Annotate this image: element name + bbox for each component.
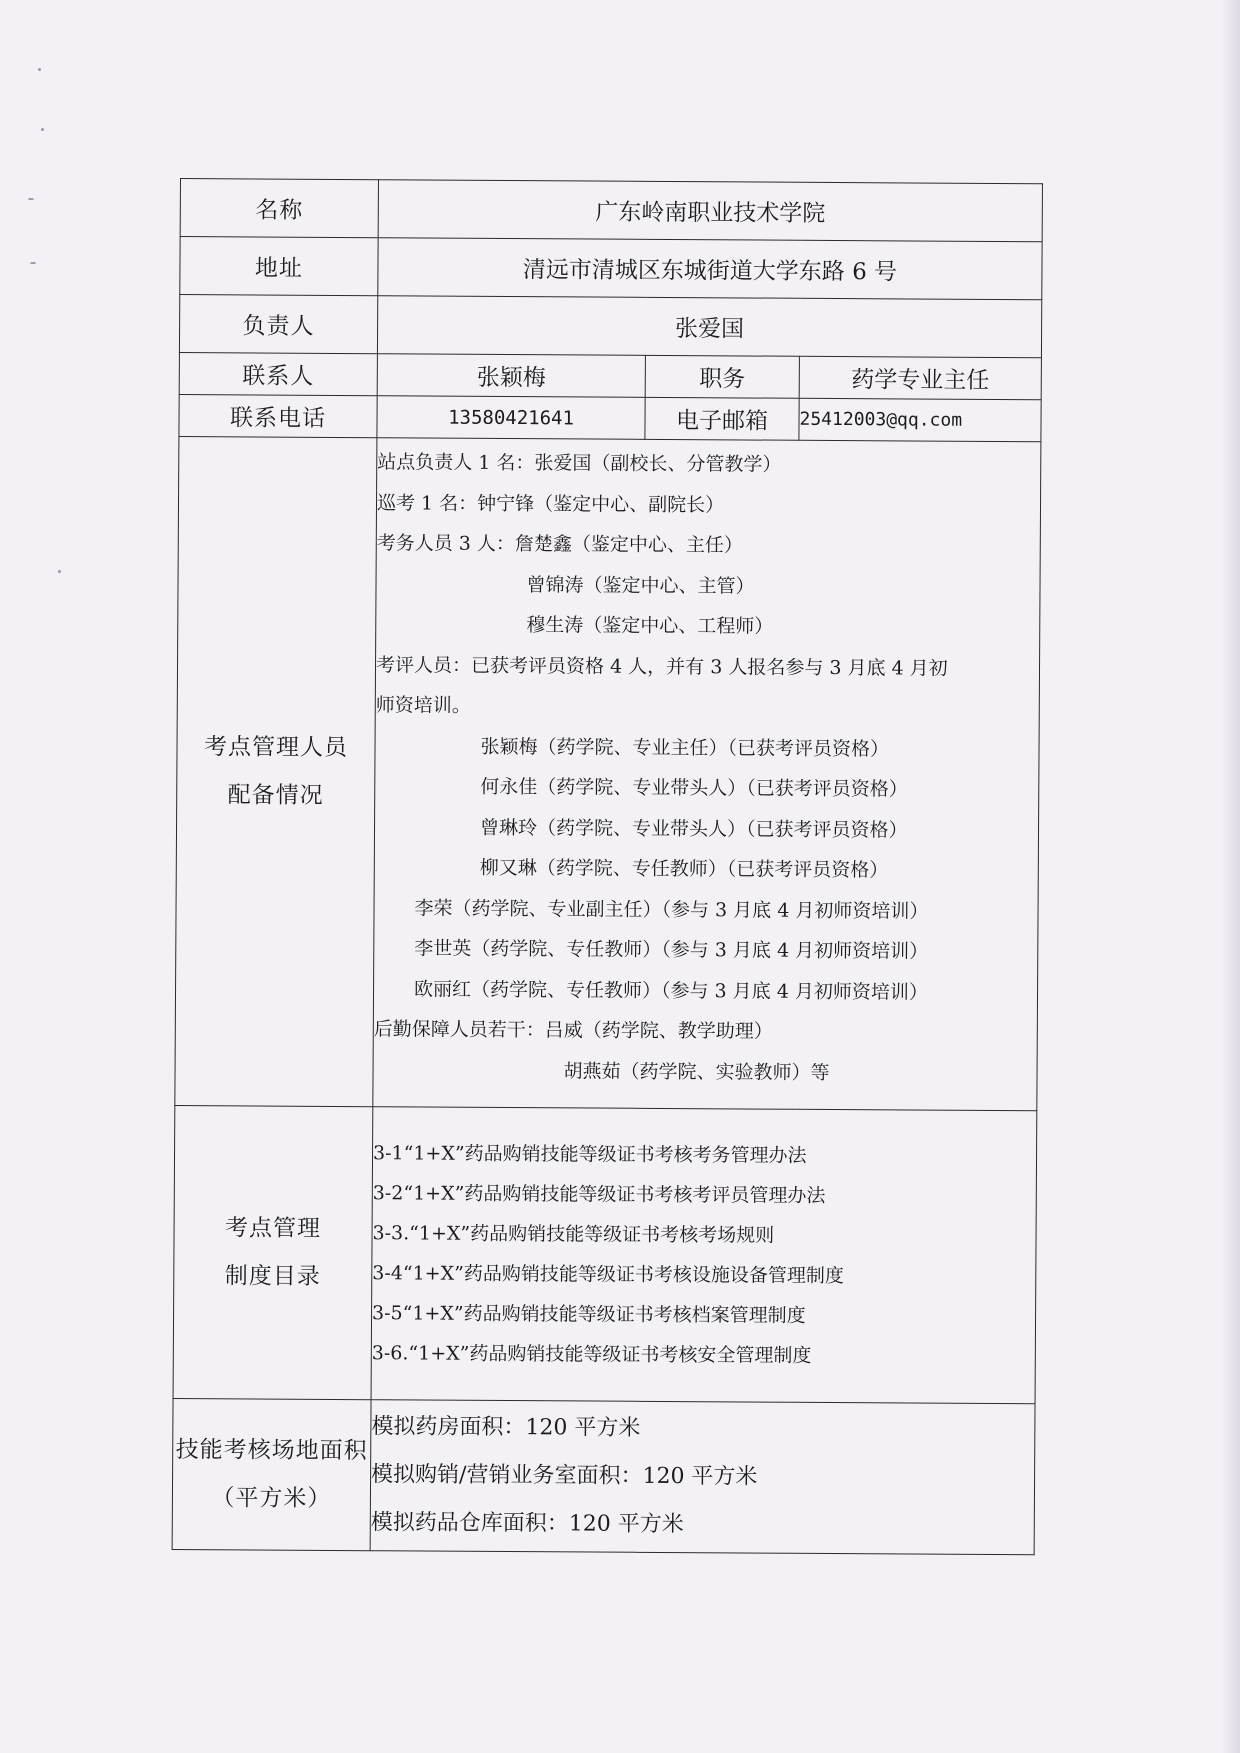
- staff-list: [373, 438, 1041, 1111]
- rules-section-label: [173, 1105, 373, 1399]
- area-label-line-2: （平方米）: [211, 1485, 332, 1512]
- staff-line: 穆生涛（鉴定中心、工程师）: [526, 614, 774, 638]
- rule-item: 3-3.“1+X”药品购销技能等级证书考核考场规则: [372, 1222, 775, 1247]
- staff-line: 后勤保障人员若干：吕威（药学院、教学助理）: [373, 1018, 773, 1043]
- area-item: 模拟购销/营销业务室面积：120 平方米: [371, 1462, 758, 1490]
- row-staff: [175, 436, 1041, 1110]
- staff-line: 站点负责人 1 名：张爱国（副校长、分管教学）: [377, 451, 782, 476]
- scan-speck: [41, 128, 44, 131]
- staff-label-line-1: 考点管理人员: [203, 734, 349, 762]
- staff-line: 巡考 1 名：钟宁锋（鉴定中心、副院长）: [376, 491, 725, 516]
- head-label: 负责人: [179, 295, 377, 354]
- staff-line: 曾锦涛（鉴定中心、主管）: [526, 573, 755, 598]
- staff-line: 师资培训。: [375, 694, 471, 717]
- scan-speck: [58, 570, 61, 573]
- rules-list: [371, 1107, 1037, 1404]
- address-value: 清远市清城区东城街道大学东路 6 号: [378, 238, 1042, 300]
- row-name: [180, 179, 1042, 242]
- rule-item: 3-5“1+X”药品购销技能等级证书考核档案管理制度: [372, 1302, 806, 1327]
- area-list: [370, 1400, 1035, 1555]
- rule-item: 3-4“1+X”药品购销技能等级证书考核设施设备管理制度: [372, 1262, 844, 1288]
- head-value: 张爱国: [377, 296, 1041, 358]
- staff-line: 何永佳（药学院、专业带头人）（已获考评员资格）: [480, 775, 908, 801]
- name-label: 名称: [180, 179, 378, 238]
- phone-value: 13580421641: [377, 396, 645, 440]
- staff-line: 柳又琳（药学院、专任教师）（已获考评员资格）: [479, 856, 889, 882]
- scan-speck: [28, 198, 34, 200]
- staff-line: 张颖梅（药学院、专业主任）（已获考评员资格）: [480, 735, 890, 760]
- email-label: 电子邮箱: [645, 397, 799, 440]
- contact-label: 联系人: [179, 352, 377, 395]
- rule-item: 3-1“1+X”药品购销技能等级证书考核考务管理办法: [372, 1142, 807, 1167]
- staff-line: 曾琳玲（药学院、专业带头人）（已获考评员资格）: [479, 816, 908, 841]
- row-rules: [173, 1105, 1037, 1403]
- phone-label: 联系电话: [179, 394, 377, 437]
- staff-section-label: [175, 436, 377, 1106]
- rule-item: 3-6.“1+X”药品购销技能等级证书考核安全管理制度: [371, 1342, 812, 1367]
- email-value: 25412003@qq.com: [799, 398, 1041, 441]
- area-item: 模拟药品仓库面积：120 平方米: [370, 1510, 684, 1538]
- name-value: 广东岭南职业技术学院: [378, 180, 1042, 242]
- row-head: [179, 295, 1041, 358]
- area-item: 模拟药房面积：120 平方米: [371, 1414, 641, 1441]
- rules-label-line-1: 考点管理: [225, 1215, 322, 1242]
- scan-speck: [30, 262, 36, 264]
- staff-line: 胡燕茹（药学院、实验教师）等: [563, 1059, 830, 1084]
- row-area: [172, 1398, 1035, 1554]
- staff-label-line-2: 配备情况: [227, 782, 324, 809]
- row-contact: [179, 352, 1041, 399]
- contact-value: 张颖梅: [377, 354, 645, 398]
- exam-site-info-table: [172, 178, 1043, 1555]
- area-section-label: [172, 1398, 371, 1550]
- scan-speck: [38, 68, 41, 71]
- row-phone: [179, 394, 1041, 441]
- rules-label-line-2: 制度目录: [224, 1263, 321, 1290]
- scan-edge-shadow: [1222, 0, 1240, 1753]
- position-value: 药学专业主任: [799, 356, 1041, 399]
- staff-line: 李荣（药学院、专业副主任）（参与 3 月底 4 月初师资培训）: [414, 896, 929, 923]
- area-label-line-1: 技能考核场地面积: [175, 1436, 368, 1465]
- staff-line: 欧丽红（药学院、专任教师）（参与 3 月底 4 月初师资培训）: [413, 977, 928, 1004]
- rule-item: 3-2“1+X”药品购销技能等级证书考核考评员管理办法: [372, 1182, 826, 1207]
- row-address: [180, 237, 1042, 300]
- address-label: 地址: [180, 237, 378, 296]
- staff-line: 李世英（药学院、专任教师）（参与 3 月底 4 月初师资培训）: [414, 937, 929, 963]
- position-label: 职务: [645, 355, 799, 398]
- staff-line: 考评人员：已获考评员资格 4 人，并有 3 人报名参与 3 月底 4 月初: [375, 653, 948, 680]
- staff-line: 考务人员 3 人：詹楚鑫（鉴定中心、主任）: [376, 532, 744, 557]
